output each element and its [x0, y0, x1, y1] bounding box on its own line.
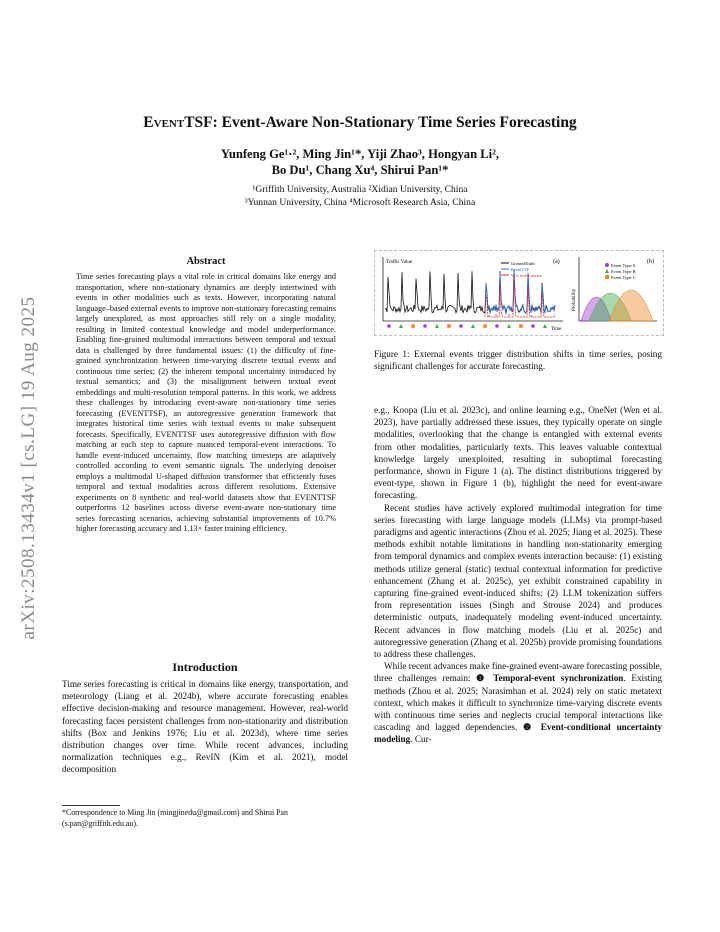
- abstract-heading: Abstract: [186, 256, 226, 267]
- event-marker: [519, 324, 523, 328]
- event-marker: [447, 324, 451, 328]
- legend-type-a: Event Type A: [611, 263, 636, 268]
- event-marker: [411, 324, 415, 328]
- footnote-rule: [62, 805, 120, 806]
- x-label-a: Time: [551, 327, 562, 332]
- legend-type-b: Event Type B: [611, 269, 636, 274]
- title-rest: : Event-Aware Non-Stationary Time Series Forecasting: [212, 114, 577, 131]
- authors-line-1: Yunfeng Ge¹·², Ming Jin¹*, Yiji Zhao³, Hongyan Li²,: [220, 147, 500, 161]
- right-paragraph-3: [374, 660, 662, 745]
- panel-a-label: (a): [553, 259, 560, 265]
- p3-end: . Cur-: [410, 734, 432, 745]
- event-marker: [423, 324, 427, 328]
- event-marker: [459, 324, 463, 328]
- legend-a: [501, 261, 542, 278]
- arxiv-stamp: [14, 258, 44, 678]
- event-marker: [495, 324, 499, 328]
- legend-woevent: W/o event-aware: [511, 273, 542, 278]
- event-marker: [399, 324, 403, 328]
- figure-1-graphic: [375, 251, 663, 335]
- introduction-text: Time series forecasting is critical in domains like energy, transportation, and meteorology (Liang et al. 2024b), where accurate forecasting enables effective decision-making and resource management. However, real-world forecasting faces persistent challenges from non-stationarity and distribution shifts (Box and Jenkins 1976; Liu et al. 2023d), where time series distribution changes over time. While recent advances, including normalization techniques e.g., RevIN (Kim et al. 2021), model decomposition: [62, 679, 348, 775]
- legend-type-a-swatch: [605, 263, 609, 267]
- authors: [60, 146, 660, 178]
- event-marker: [507, 324, 511, 328]
- panel-b-label: (b): [647, 259, 654, 265]
- paper-title: [60, 114, 660, 132]
- figure-1: [374, 250, 664, 336]
- arxiv-stamp-text: arXiv:2508.13434v1 [cs.LG] 19 Aug 2025: [18, 296, 39, 640]
- event-marker: [531, 324, 535, 328]
- legend-truth: GroundTruth: [511, 261, 535, 266]
- legend-type-c-swatch: [605, 275, 609, 279]
- event-marker: [471, 324, 475, 328]
- footnote: *Correspondence to Ming Jin (mingjinedu@gmail.com) and Shirui Pan (s.pan@griffith.edu.au).: [62, 808, 288, 828]
- title-name: EventTSF: [143, 114, 213, 131]
- legend-type-b-swatch: [605, 269, 609, 273]
- affiliations-line-1: ¹Griffith University, Australia ²Xidian University, China: [252, 184, 468, 195]
- legend-b: [605, 263, 636, 280]
- p3-bold-1: ❶ Temporal-event synchronization: [476, 673, 624, 684]
- event-markers: [387, 324, 547, 328]
- event-marker: [483, 324, 487, 328]
- legend-eventtsf: EventTSF: [511, 267, 530, 272]
- legend-type-c: Event Type C: [611, 275, 636, 280]
- right-column: [374, 404, 662, 746]
- authors-line-2: Bo Du¹, Chang Xu⁴, Shirui Pan¹*: [271, 163, 449, 177]
- event-marker: [435, 324, 439, 328]
- right-paragraph-1: e.g., Koopa (Liu et al. 2023c), and online learning e.g., OneNet (Wen et al. 2023), have partially addressed these issues, they typically operate on single modalities, overlooking that the change is entangled with external events from other modalities, particularly texts. This leaves valuable contextual knowledge largely unexploited, resulting in suboptimal forecasting performance, shown in Figure 1 (a). The distinct distributions triggered by event-type, shown in Figure 1 (b), highlight the need for event-aware forecasting.: [374, 405, 662, 501]
- y-label-a: Traffic Value: [386, 260, 413, 265]
- p3-bold-2: ❷ Event-conditional uncertainty modeling: [374, 722, 662, 745]
- event-marker: [387, 324, 391, 328]
- right-paragraph-2: Recent studies have actively explored multimodal integration for time series forecasting with large language models (LLMs) via prompt-based paradigms and agentic interactions (Zhou et al. 2025; Jiang et al. 2025). These methods exhibit notable limitations in handling non-stationarity emerging from temporal dynamics and complex events interaction because: (1) existing methods utilize general (static) textual contextual information for predictive enhancement (Zhang et al. 2025c), yet exhibit constrained capability in capturing fine-grained event-induced shifts; (2) LLM tokenization suffers from representation issues (Singh and Strouse 2024) and produces deterministic outputs, inadequately modeling event-induced uncertainty. Recent advances in flow matching models (Liu et al. 2025c) and autoregressive generation (Zhang et al. 2025b) provide promising foundations to address these challenges.: [374, 502, 662, 660]
- event-marker: [543, 324, 547, 328]
- y-label-b: Probability: [572, 288, 577, 311]
- introduction-heading: Introduction: [172, 660, 238, 674]
- p3-mid: . Existing methods (Zhou et al. 2025; Narasimhan et al. 2024) rely on static metatext context, which makes it difficult to synchronize time-varying discrete events with continuous time series and neglects crucial temporal interactions like cascading and lagged dependencies.: [374, 673, 662, 733]
- p3-start: While recent advances make fine-grained event-aware forecasting possible, three challenges remain:: [374, 661, 662, 684]
- abstract-text: Time series forecasting plays a vital role in critical domains like energy and transportation, where non-stationary dynamics are deeply intertwined with events in other modalities such as texts. However, incorporating natural language–based external events to improve non-stationary forecasting remains largely unexplored, as most approaches still rely on a single modality, resulting in limited contextual knowledge and model underperformance. Enabling fine-grained multimodal interactions between temporal and textual data is challenged by three fundamental issues: (1) the difficulty of fine-grained synchronization between time-varying discrete textual events and continuous time series; (2) the inherent temporal uncertainty introduced by textual semantics; and (3) the misalignment between textual event embeddings and multi-resolution temporal patterns. In this work, we address these challenges by introducing event-aware non-stationary time series forecasting (EVENTTSF), an autoregressive generation framework that integrates historical time series with textual events to make subsequent forecasts. Specifically, EVENTTSF uses autoregressive diffusion with flow matching at each step to capture nuanced temporal-event interactions. To handle event-induced uncertainty, flow matching timesteps are adaptively controlled according to event semantic signals. The underlying denoiser employs a multimodal U-shaped diffusion transformer that efficiently fuses temporal and textual modalities across different resolutions. Extensive experiments on 8 synthetic and real-world datasets show that EVENTTSF outperforms 12 baselines across diverse event-aware non-stationary time series forecasting scenarios, achieving substantial improvements of 10.7% higher forecasting accuracy and 1.13× faster training efficiency.: [76, 272, 336, 533]
- affiliations: [60, 184, 660, 209]
- affiliations-line-2: ³Yunnan University, China ⁴Microsoft Research Asia, China: [244, 196, 476, 208]
- figure-1-caption: Figure 1: External events trigger distribution shifts in time series, posing significant challenges for accurate forecasting.: [374, 349, 662, 372]
